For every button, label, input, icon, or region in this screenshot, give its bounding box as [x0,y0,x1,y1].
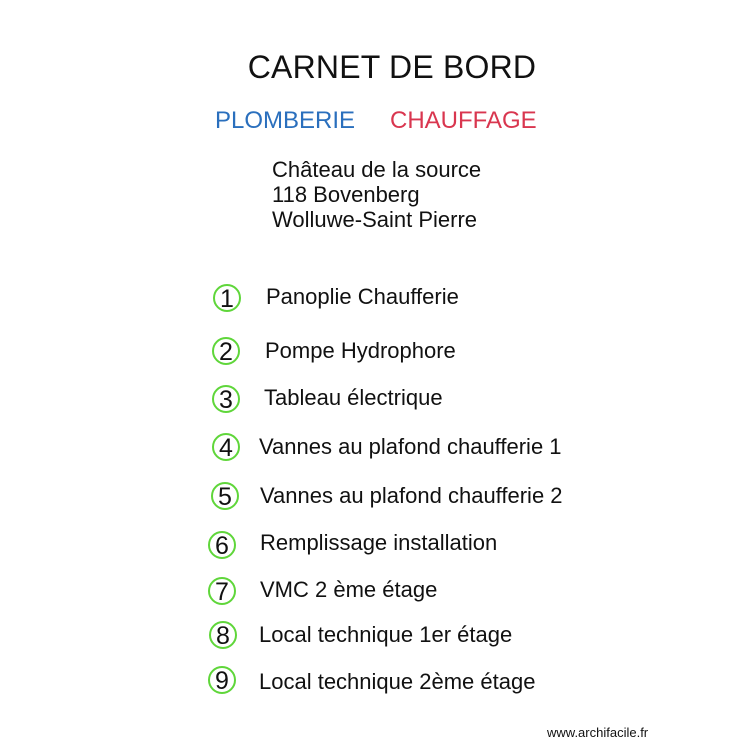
category-chauffage: CHAUFFAGE [390,107,537,134]
address-block [272,157,481,232]
legend-item-label: Vannes au plafond chaufferie 2 [260,483,563,508]
category-plomberie: PLOMBERIE [215,107,356,134]
legend-item-label: Local technique 2ème étage [259,669,536,694]
watermark-link[interactable]: www.archifacile.fr [547,725,649,740]
legend-item-label: VMC 2 ème étage [260,577,438,602]
legend-item-label: Pompe Hydrophore [265,338,456,363]
legend-item-label: Remplissage installation [260,530,498,555]
legend-item-label: Vannes au plafond chaufferie 1 [259,434,562,459]
address-line-name: Château de la source [272,157,482,182]
legend-item-label: Tableau électrique [264,385,443,410]
number-circle-icon: 2 [212,337,240,365]
number-circle-icon: 4 [212,433,240,461]
number-circle-icon: 1 [213,284,241,312]
number-circle-icon: 3 [212,385,240,413]
number-circle-icon: 7 [208,577,236,605]
address-line-city: Wolluwe-Saint Pierre [272,207,478,232]
legend-item-label: Local technique 1er étage [259,622,513,647]
legend-item-label: Panoplie Chaufferie [266,284,459,309]
number-circle-icon: 5 [211,482,239,510]
number-circle-icon: 9 [208,666,236,694]
number-circle-icon: 6 [208,531,236,559]
number-circle-icon: 8 [209,621,237,649]
page-title: CARNET DE BORD [247,49,537,85]
address-line-street: 118 Bovenberg [272,182,420,207]
